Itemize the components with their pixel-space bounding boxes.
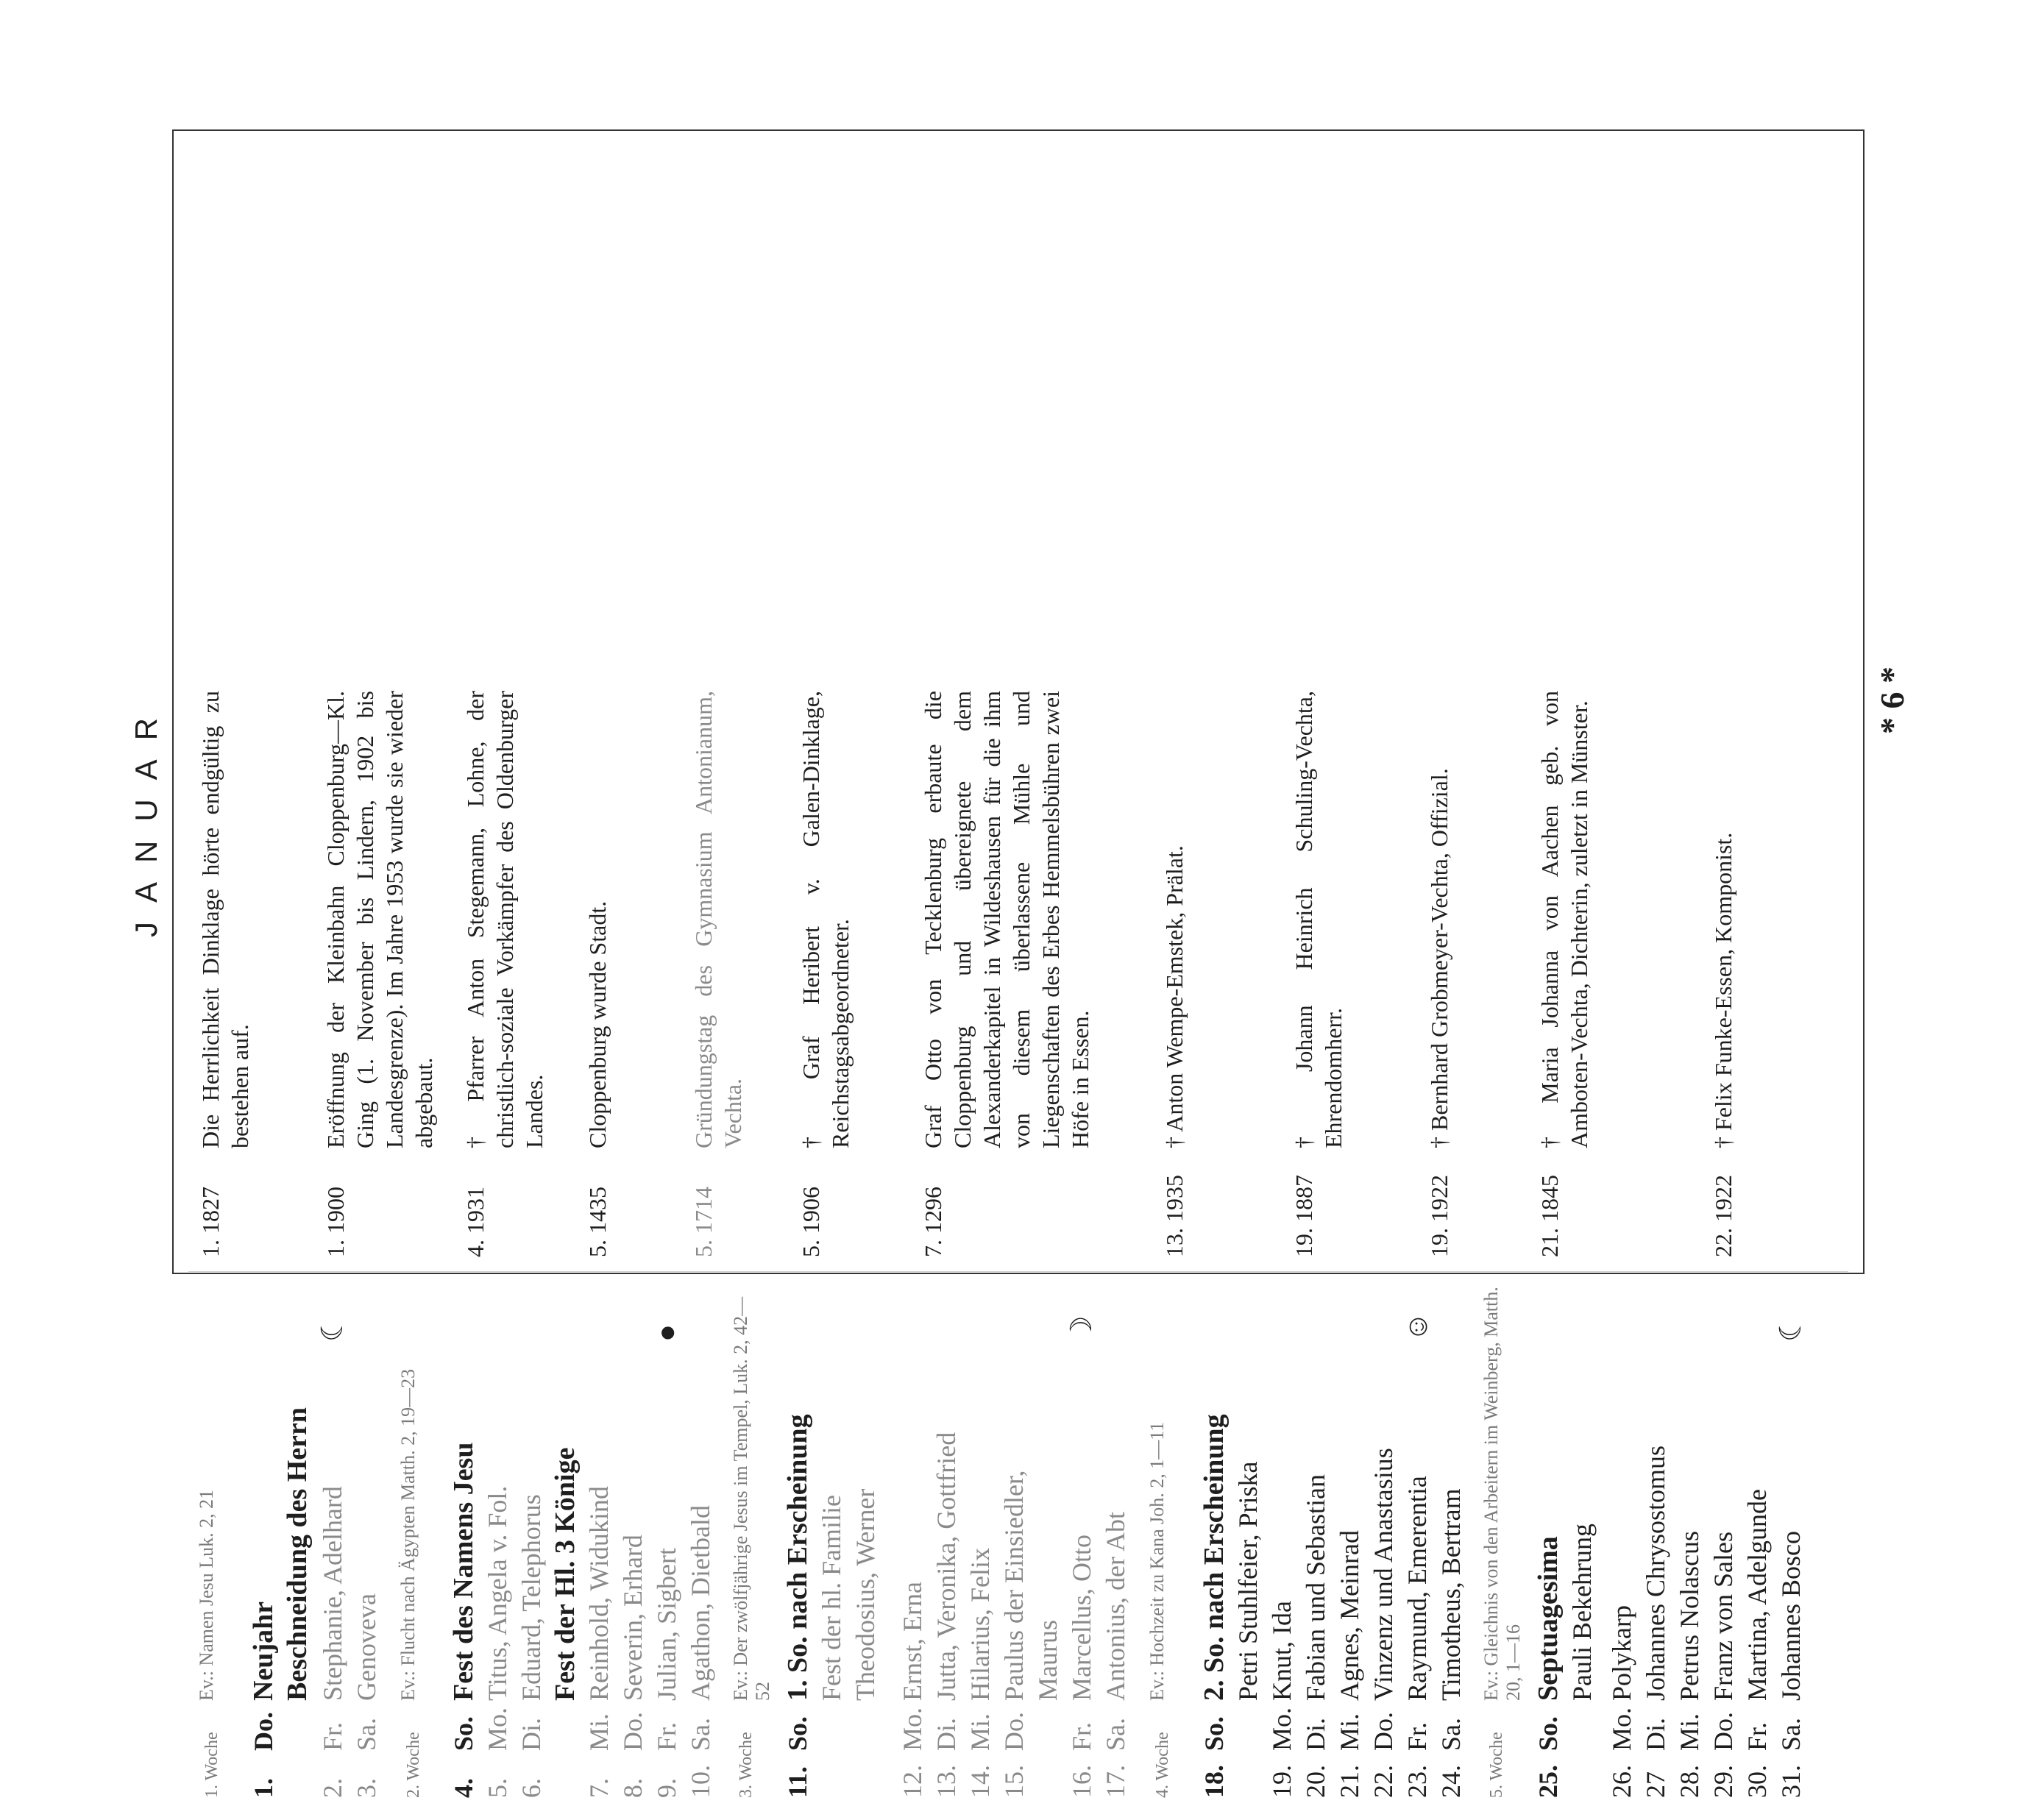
first-quarter-icon: ☽ — [1065, 1315, 1098, 1342]
day-row: Theodosius, Werner — [851, 1488, 880, 1701]
week-label: 2. Woche Ev.: Flucht nach Ägypten Matth. 2, 19—23 — [397, 1368, 423, 1798]
day-row: 5. Mo. Titus, Angela v. Fol. — [483, 1485, 512, 1798]
day-row: 27 Di. Johannes Chrysostomus — [1641, 1445, 1670, 1798]
day-row: 15. Do. Paulus der Einsiedler, — [999, 1470, 1029, 1798]
event-entry: 22. 1922 † Felix Funke-Essen, Komponist. — [1710, 832, 1736, 1257]
calendar-content — [174, 678, 1863, 1820]
day-row: 2. Fr. Stephanie, Adelhard — [318, 1486, 347, 1798]
day-row: 30. Fr. Martina, Adelgunde — [1742, 1489, 1772, 1798]
day-row: 20. Di. Fabian und Sebastian — [1301, 1474, 1330, 1798]
waning-moon-icon: ☾ — [316, 1315, 349, 1342]
column-divider — [188, 1271, 1848, 1272]
event-entry: 5. 1714 Gründungstag des Gymnasium Antonianum, Vechta. — [690, 691, 746, 1257]
event-entry: 19. 1887 † Johann Heinrich Schuling-Vechta, Ehrendomherr. — [1291, 691, 1347, 1257]
full-moon-icon: ☺ — [1400, 1312, 1433, 1342]
week-label: 5. Woche Ev.: Gleichnis von den Arbeitern im Weinberg, Matth. 20, 1—16 — [1480, 1287, 1524, 1798]
week-label: 3. Woche Ev.: Der zwölfjährige Jesus im Tempel, Luk. 2, 42—52 — [730, 1296, 773, 1798]
day-row: 6. Di. Eduard, Telephorus — [517, 1494, 546, 1798]
last-quarter-icon: ☾ — [1774, 1315, 1807, 1342]
event-entry: 5. 1906 † Graf Heribert v. Galen-Dinklage, Reichstagsabgeordneter. — [798, 691, 854, 1257]
day-row: 24. Sa. Timotheus, Bertram — [1436, 1488, 1466, 1798]
event-entry: 21. 1845 † Maria Johanna von Aachen geb. von Amboten-Vechta, Dichterin, zuletzt in Münster. — [1536, 691, 1592, 1257]
day-row: 19. Mo. Knut, Ida — [1267, 1601, 1296, 1798]
day-row: Pauli Bekehrung — [1567, 1524, 1597, 1701]
event-entry: 1. 1827 Die Herrlichkeit Dinklage hörte endgültig zu bestehen auf. — [197, 691, 253, 1257]
day-row: 26. Mo. Polykarp — [1607, 1605, 1636, 1798]
day-row: 18. So. 2. So. nach Erscheinung — [1199, 1414, 1230, 1798]
day-row: 31. Sa. Johannes Bosco — [1776, 1531, 1806, 1798]
day-row: 3. Sa. Genoveva — [352, 1593, 381, 1798]
day-row: Maurus — [1033, 1620, 1062, 1701]
day-row: Fest der hl. Familie — [817, 1495, 846, 1701]
day-row: Fest der Hl. 3 Könige — [550, 1447, 581, 1701]
day-row: 12. Mo. Ernst, Erna — [898, 1582, 927, 1798]
day-row: 4. So. Fest des Namens Jesu — [448, 1442, 479, 1798]
new-moon-icon: ● — [650, 1323, 683, 1342]
day-row: 10. Sa. Agathon, Dietbald — [686, 1505, 715, 1798]
day-row: 28. Mi. Petrus Nolascus — [1675, 1531, 1704, 1798]
day-row: 22. Do. Vinzenz und Anastasius — [1369, 1448, 1398, 1798]
calendar-frame — [172, 129, 1865, 1798]
day-row: 9. Fr. Julian, Sigbert — [652, 1548, 681, 1798]
day-row: Petri Stuhlfeier, Priska — [1233, 1461, 1263, 1701]
week-label: 4. Woche Ev.: Hochzeit zu Kana Joh. 2, 1—11 — [1146, 1421, 1172, 1798]
day-row: 29. Do. Franz von Sales — [1709, 1532, 1738, 1798]
day-list — [174, 1283, 1863, 1798]
day-row: 16. Fr. Marcellus, Otto — [1067, 1535, 1096, 1798]
day-row: 7. Mi. Reinhold, Widukind — [584, 1486, 614, 1798]
day-row: 23. Fr. Raymund, Emerentia — [1402, 1476, 1432, 1798]
day-row: 11. So. 1. So. nach Erscheinung — [782, 1414, 813, 1798]
month-title: JANUAR — [129, 698, 163, 938]
historical-events — [174, 691, 1863, 1257]
day-row: 21. Mi. Agnes, Meinrad — [1335, 1530, 1364, 1798]
week-label: 1. Woche Ev.: Namen Jesu Luk. 2, 21 — [196, 1489, 221, 1798]
day-row: 14. Mi. Hilarius, Felix — [965, 1548, 995, 1798]
event-entry: 1. 1900 Eröffnung der Kleinbahn Cloppenburg—Kl. Ging (1. November bis Lindern, 1902 bis Landesgrenze). Im Jahre 1953 wurde sie wieder abgebaut. — [322, 691, 437, 1257]
day-row: 8. Do. Severin, Erhard — [618, 1535, 647, 1798]
day-row: Beschneidung des Herrn — [282, 1407, 313, 1701]
day-row: 25. So. Septuagesima — [1533, 1536, 1564, 1798]
day-row: 17. Sa. Antonius, der Abt — [1101, 1512, 1130, 1798]
event-entry: 19. 1922 † Bernhard Grobmeyer-Vechta, Offizial. — [1426, 768, 1452, 1257]
event-entry: 13. 1935 † Anton Wempe-Emstek, Prälat. — [1161, 845, 1188, 1257]
day-row: 13. Di. Jutta, Veronika, Gottfried — [932, 1432, 961, 1798]
event-entry: 5. 1435 Cloppenburg wurde Stadt. — [584, 900, 611, 1257]
day-row: 1. Do. Neujahr — [248, 1601, 279, 1798]
event-entry: 7. 1296 Graf Otto von Tecklenburg erbaute die Cloppenburg und übereignete dem Alexanderkapitel in Wildeshausen für die ihm von diesem überlassene Mühle und Liegenschaften des Erbes Hemmelsbühren zwei Höfe in Essen. — [920, 691, 1093, 1257]
page-number: * 6 * — [1873, 666, 1911, 734]
event-entry: 4. 1931 † Pfarrer Anton Stegemann, Lohne, der christlich-soziale Vorkämpfer des Oldenburger Landes. — [462, 691, 547, 1257]
